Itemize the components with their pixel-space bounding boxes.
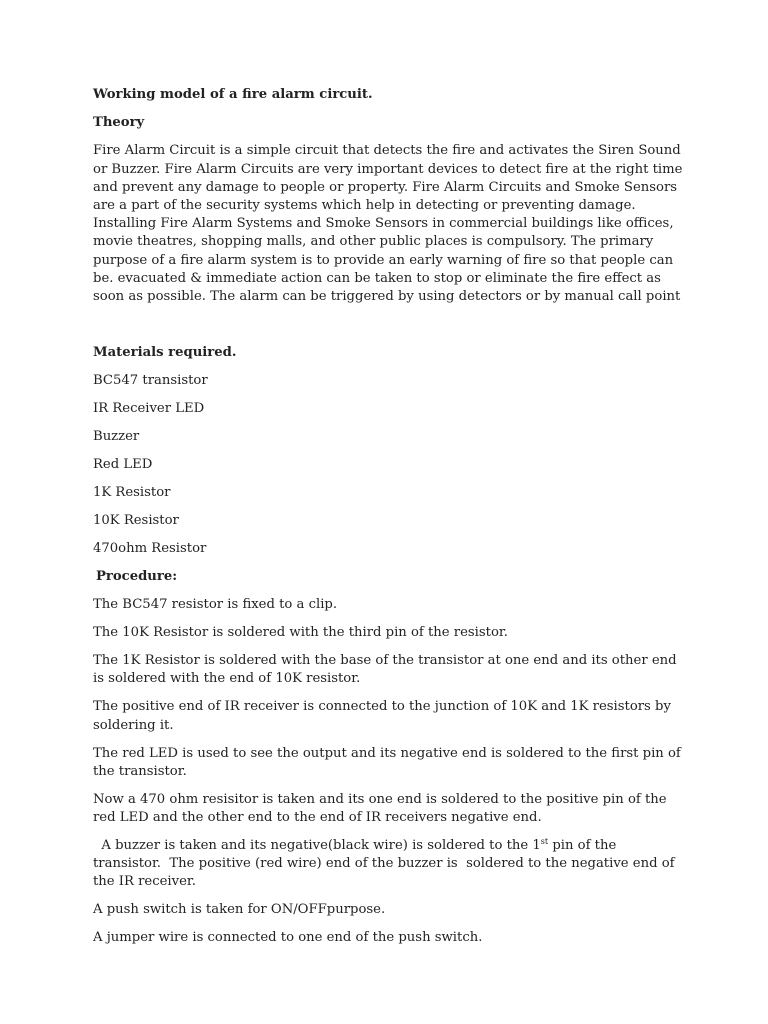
procedure-step: Now a 470 ohm resisitor is taken and its one end is soldered to the positive pin of the red LED and the other end to the end of IR receivers negative end.: [93, 791, 667, 826]
material-item: BC547 transistor: [93, 373, 208, 389]
material-item: IR Receiver LED: [93, 401, 205, 417]
procedure-step: The positive end of IR receiver is connected to the junction of 10K and 1K resistors by soldering it.: [93, 699, 671, 733]
buzzer-step-text-end: pin of the transistor. The positive (red wire) end of the buzzer is soldered to the negative end of the IR receiver.: [93, 838, 679, 890]
buzzer-step-superscript: st: [540, 837, 549, 847]
procedure-heading: Procedure:: [96, 569, 178, 585]
material-item: 10K Resistor: [93, 513, 179, 529]
material-item: 1K Resistor: [93, 485, 171, 501]
procedure-step: The red LED is used to see the output and its negative end is soldered to the first pin of the transistor.: [93, 745, 681, 779]
buzzer-step-text-start: A buzzer is taken and its negative(black wire) is soldered to the 1: [93, 838, 541, 854]
material-item: 470ohm Resistor: [93, 541, 207, 557]
theory-paragraph: Fire Alarm Circuit is a simple circuit that detects the fire and activates the Siren Sound or Buzzer. Fire Alarm Circuits are very important devices to detect fire at the right time and prevent any damage to people or property. Fire Alarm Circuits and Smoke Sensors are a part of the security systems which help in detecting or preventing damage. Installing Fire Alarm Systems and Smoke Sensors in commercial buildings like offices, movie theatres, shopping malls, and other public places is compulsory. The primary purpose of a fire alarm system is to provide an early warning of fire so that people can be. evacuated & immediate action can be taken to stop or eliminate the fire effect as soon as possible. The alarm can be triggered by using detectors or by manual call point: [93, 143, 683, 305]
material-item: Red LED: [93, 457, 153, 473]
procedure-step-buzzer: [93, 837, 683, 892]
document-body: [93, 86, 683, 948]
procedure-step: A jumper wire is connected to one end of the push switch.: [93, 930, 483, 946]
theory-heading: Theory: [93, 115, 145, 131]
document-title: Working model of a fire alarm circuit.: [93, 87, 373, 102]
materials-heading: Materials required.: [93, 345, 237, 361]
procedure-step: The 1K Resistor is soldered with the base of the transistor at one end and its other end is soldered with the end of 10K resistor.: [93, 653, 677, 687]
procedure-step: A push switch is taken for ON/OFFpurpose.: [93, 902, 386, 918]
procedure-step: The 10K Resistor is soldered with the third pin of the resistor.: [93, 625, 508, 641]
material-item: Buzzer: [93, 429, 140, 445]
procedure-step: The BC547 resistor is fixed to a clip.: [93, 597, 338, 613]
